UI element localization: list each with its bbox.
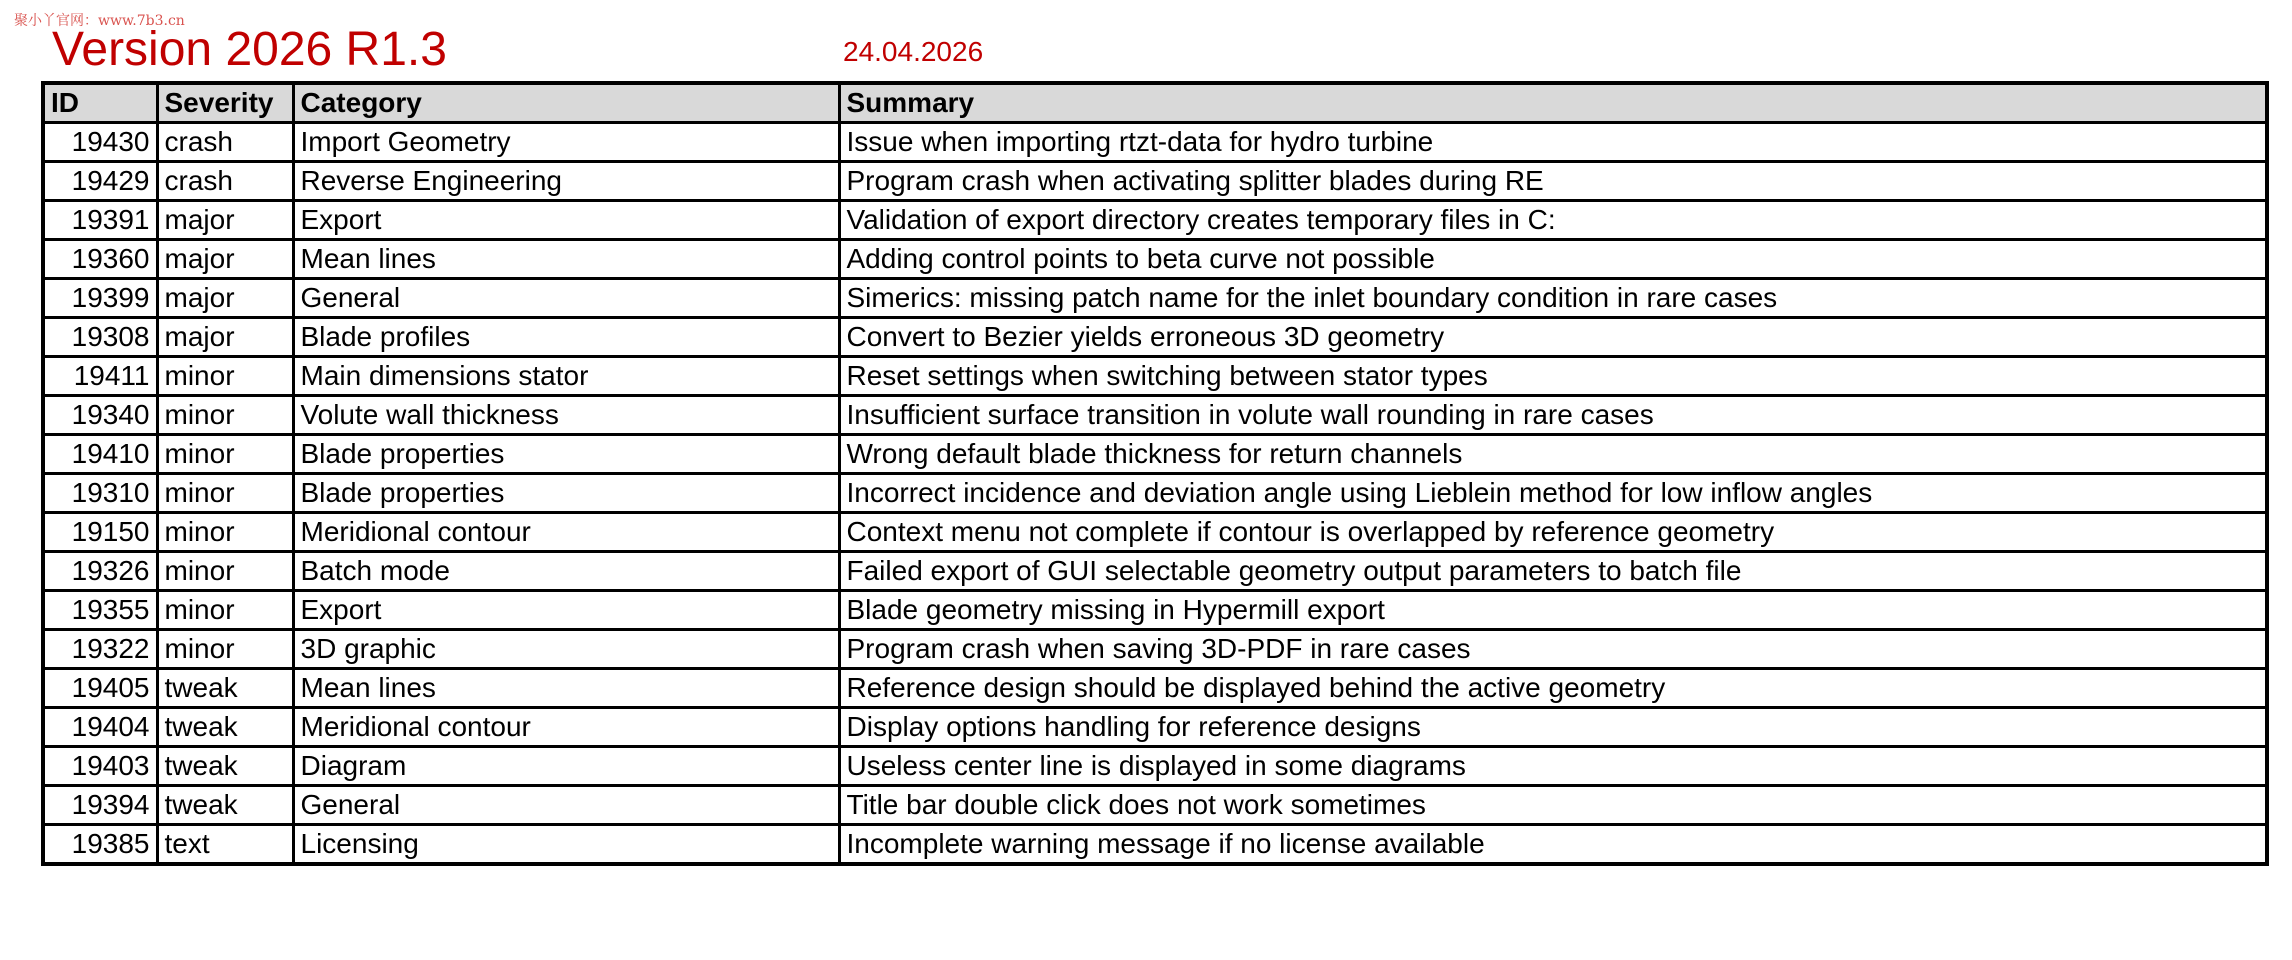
cell-severity: major (157, 318, 293, 357)
cell-category: Mean lines (293, 669, 839, 708)
table-row (43, 786, 2267, 825)
cell-id: 19150 (43, 513, 157, 552)
cell-category: Import Geometry (293, 123, 839, 162)
cell-category: Export (293, 591, 839, 630)
table-row (43, 435, 2267, 474)
cell-id: 19403 (43, 747, 157, 786)
header-severity: Severity (157, 83, 293, 123)
cell-severity: tweak (157, 708, 293, 747)
cell-id: 19308 (43, 318, 157, 357)
cell-summary: Failed export of GUI selectable geometry output parameters to batch file (839, 552, 2267, 591)
table-row (43, 474, 2267, 513)
table-body (43, 123, 2267, 865)
cell-category: Main dimensions stator (293, 357, 839, 396)
table-row (43, 708, 2267, 747)
cell-id: 19429 (43, 162, 157, 201)
cell-category: Diagram (293, 747, 839, 786)
cell-id: 19355 (43, 591, 157, 630)
cell-summary: Issue when importing rtzt-data for hydro turbine (839, 123, 2267, 162)
table-header-row (43, 83, 2267, 123)
table-row (43, 747, 2267, 786)
cell-severity: minor (157, 513, 293, 552)
cell-summary: Convert to Bezier yields erroneous 3D geometry (839, 318, 2267, 357)
cell-id: 19385 (43, 825, 157, 865)
cell-id: 19391 (43, 201, 157, 240)
cell-id: 19310 (43, 474, 157, 513)
cell-severity: minor (157, 474, 293, 513)
cell-severity: minor (157, 630, 293, 669)
cell-id: 19326 (43, 552, 157, 591)
cell-category: 3D graphic (293, 630, 839, 669)
cell-category: General (293, 279, 839, 318)
cell-summary: Reference design should be displayed behind the active geometry (839, 669, 2267, 708)
cell-summary: Simerics: missing patch name for the inlet boundary condition in rare cases (839, 279, 2267, 318)
table-row (43, 201, 2267, 240)
page-title: Version 2026 R1.3 (52, 23, 447, 76)
cell-category: Export (293, 201, 839, 240)
cell-severity: text (157, 825, 293, 865)
table-row (43, 279, 2267, 318)
cell-severity: crash (157, 162, 293, 201)
cell-category: General (293, 786, 839, 825)
cell-category: Blade properties (293, 435, 839, 474)
cell-category: Volute wall thickness (293, 396, 839, 435)
cell-severity: major (157, 201, 293, 240)
table-row (43, 630, 2267, 669)
table-header (43, 83, 2267, 123)
table-row (43, 123, 2267, 162)
table-row (43, 357, 2267, 396)
cell-category: Licensing (293, 825, 839, 865)
header-id: ID (43, 83, 157, 123)
cell-id: 19340 (43, 396, 157, 435)
cell-severity: minor (157, 357, 293, 396)
cell-summary: Reset settings when switching between stator types (839, 357, 2267, 396)
cell-severity: minor (157, 435, 293, 474)
cell-category: Blade properties (293, 474, 839, 513)
cell-summary: Incomplete warning message if no license available (839, 825, 2267, 865)
cell-severity: tweak (157, 786, 293, 825)
table-row (43, 825, 2267, 865)
header-category: Category (293, 83, 839, 123)
table-row (43, 552, 2267, 591)
table-row (43, 318, 2267, 357)
header-summary: Summary (839, 83, 2267, 123)
cell-id: 19322 (43, 630, 157, 669)
table-row (43, 396, 2267, 435)
cell-summary: Validation of export directory creates temporary files in C: (839, 201, 2267, 240)
watermark: 聚小丫官网：www.7b3.cn (14, 13, 185, 29)
cell-summary: Incorrect incidence and deviation angle using Lieblein method for low inflow angles (839, 474, 2267, 513)
cell-severity: major (157, 240, 293, 279)
cell-severity: major (157, 279, 293, 318)
cell-id: 19394 (43, 786, 157, 825)
cell-summary: Program crash when activating splitter blades during RE (839, 162, 2267, 201)
cell-summary: Wrong default blade thickness for return channels (839, 435, 2267, 474)
cell-category: Mean lines (293, 240, 839, 279)
table-row (43, 513, 2267, 552)
cell-summary: Display options handling for reference designs (839, 708, 2267, 747)
cell-severity: minor (157, 591, 293, 630)
cell-severity: minor (157, 552, 293, 591)
table-row (43, 240, 2267, 279)
cell-severity: crash (157, 123, 293, 162)
cell-category: Meridional contour (293, 708, 839, 747)
cell-id: 19360 (43, 240, 157, 279)
release-date: 24.04.2026 (843, 36, 984, 67)
cell-category: Blade profiles (293, 318, 839, 357)
cell-category: Meridional contour (293, 513, 839, 552)
table-row (43, 162, 2267, 201)
cell-summary: Title bar double click does not work sometimes (839, 786, 2267, 825)
cell-summary: Blade geometry missing in Hypermill export (839, 591, 2267, 630)
cell-id: 19411 (43, 357, 157, 396)
cell-id: 19399 (43, 279, 157, 318)
cell-summary: Program crash when saving 3D-PDF in rare cases (839, 630, 2267, 669)
issue-table (41, 81, 2269, 866)
table-row (43, 591, 2267, 630)
cell-summary: Insufficient surface transition in volute wall rounding in rare cases (839, 396, 2267, 435)
cell-category: Batch mode (293, 552, 839, 591)
cell-id: 19430 (43, 123, 157, 162)
cell-severity: tweak (157, 747, 293, 786)
cell-summary: Context menu not complete if contour is overlapped by reference geometry (839, 513, 2267, 552)
cell-summary: Adding control points to beta curve not possible (839, 240, 2267, 279)
cell-id: 19404 (43, 708, 157, 747)
cell-category: Reverse Engineering (293, 162, 839, 201)
cell-id: 19405 (43, 669, 157, 708)
cell-id: 19410 (43, 435, 157, 474)
cell-severity: tweak (157, 669, 293, 708)
cell-severity: minor (157, 396, 293, 435)
cell-summary: Useless center line is displayed in some diagrams (839, 747, 2267, 786)
table-row (43, 669, 2267, 708)
